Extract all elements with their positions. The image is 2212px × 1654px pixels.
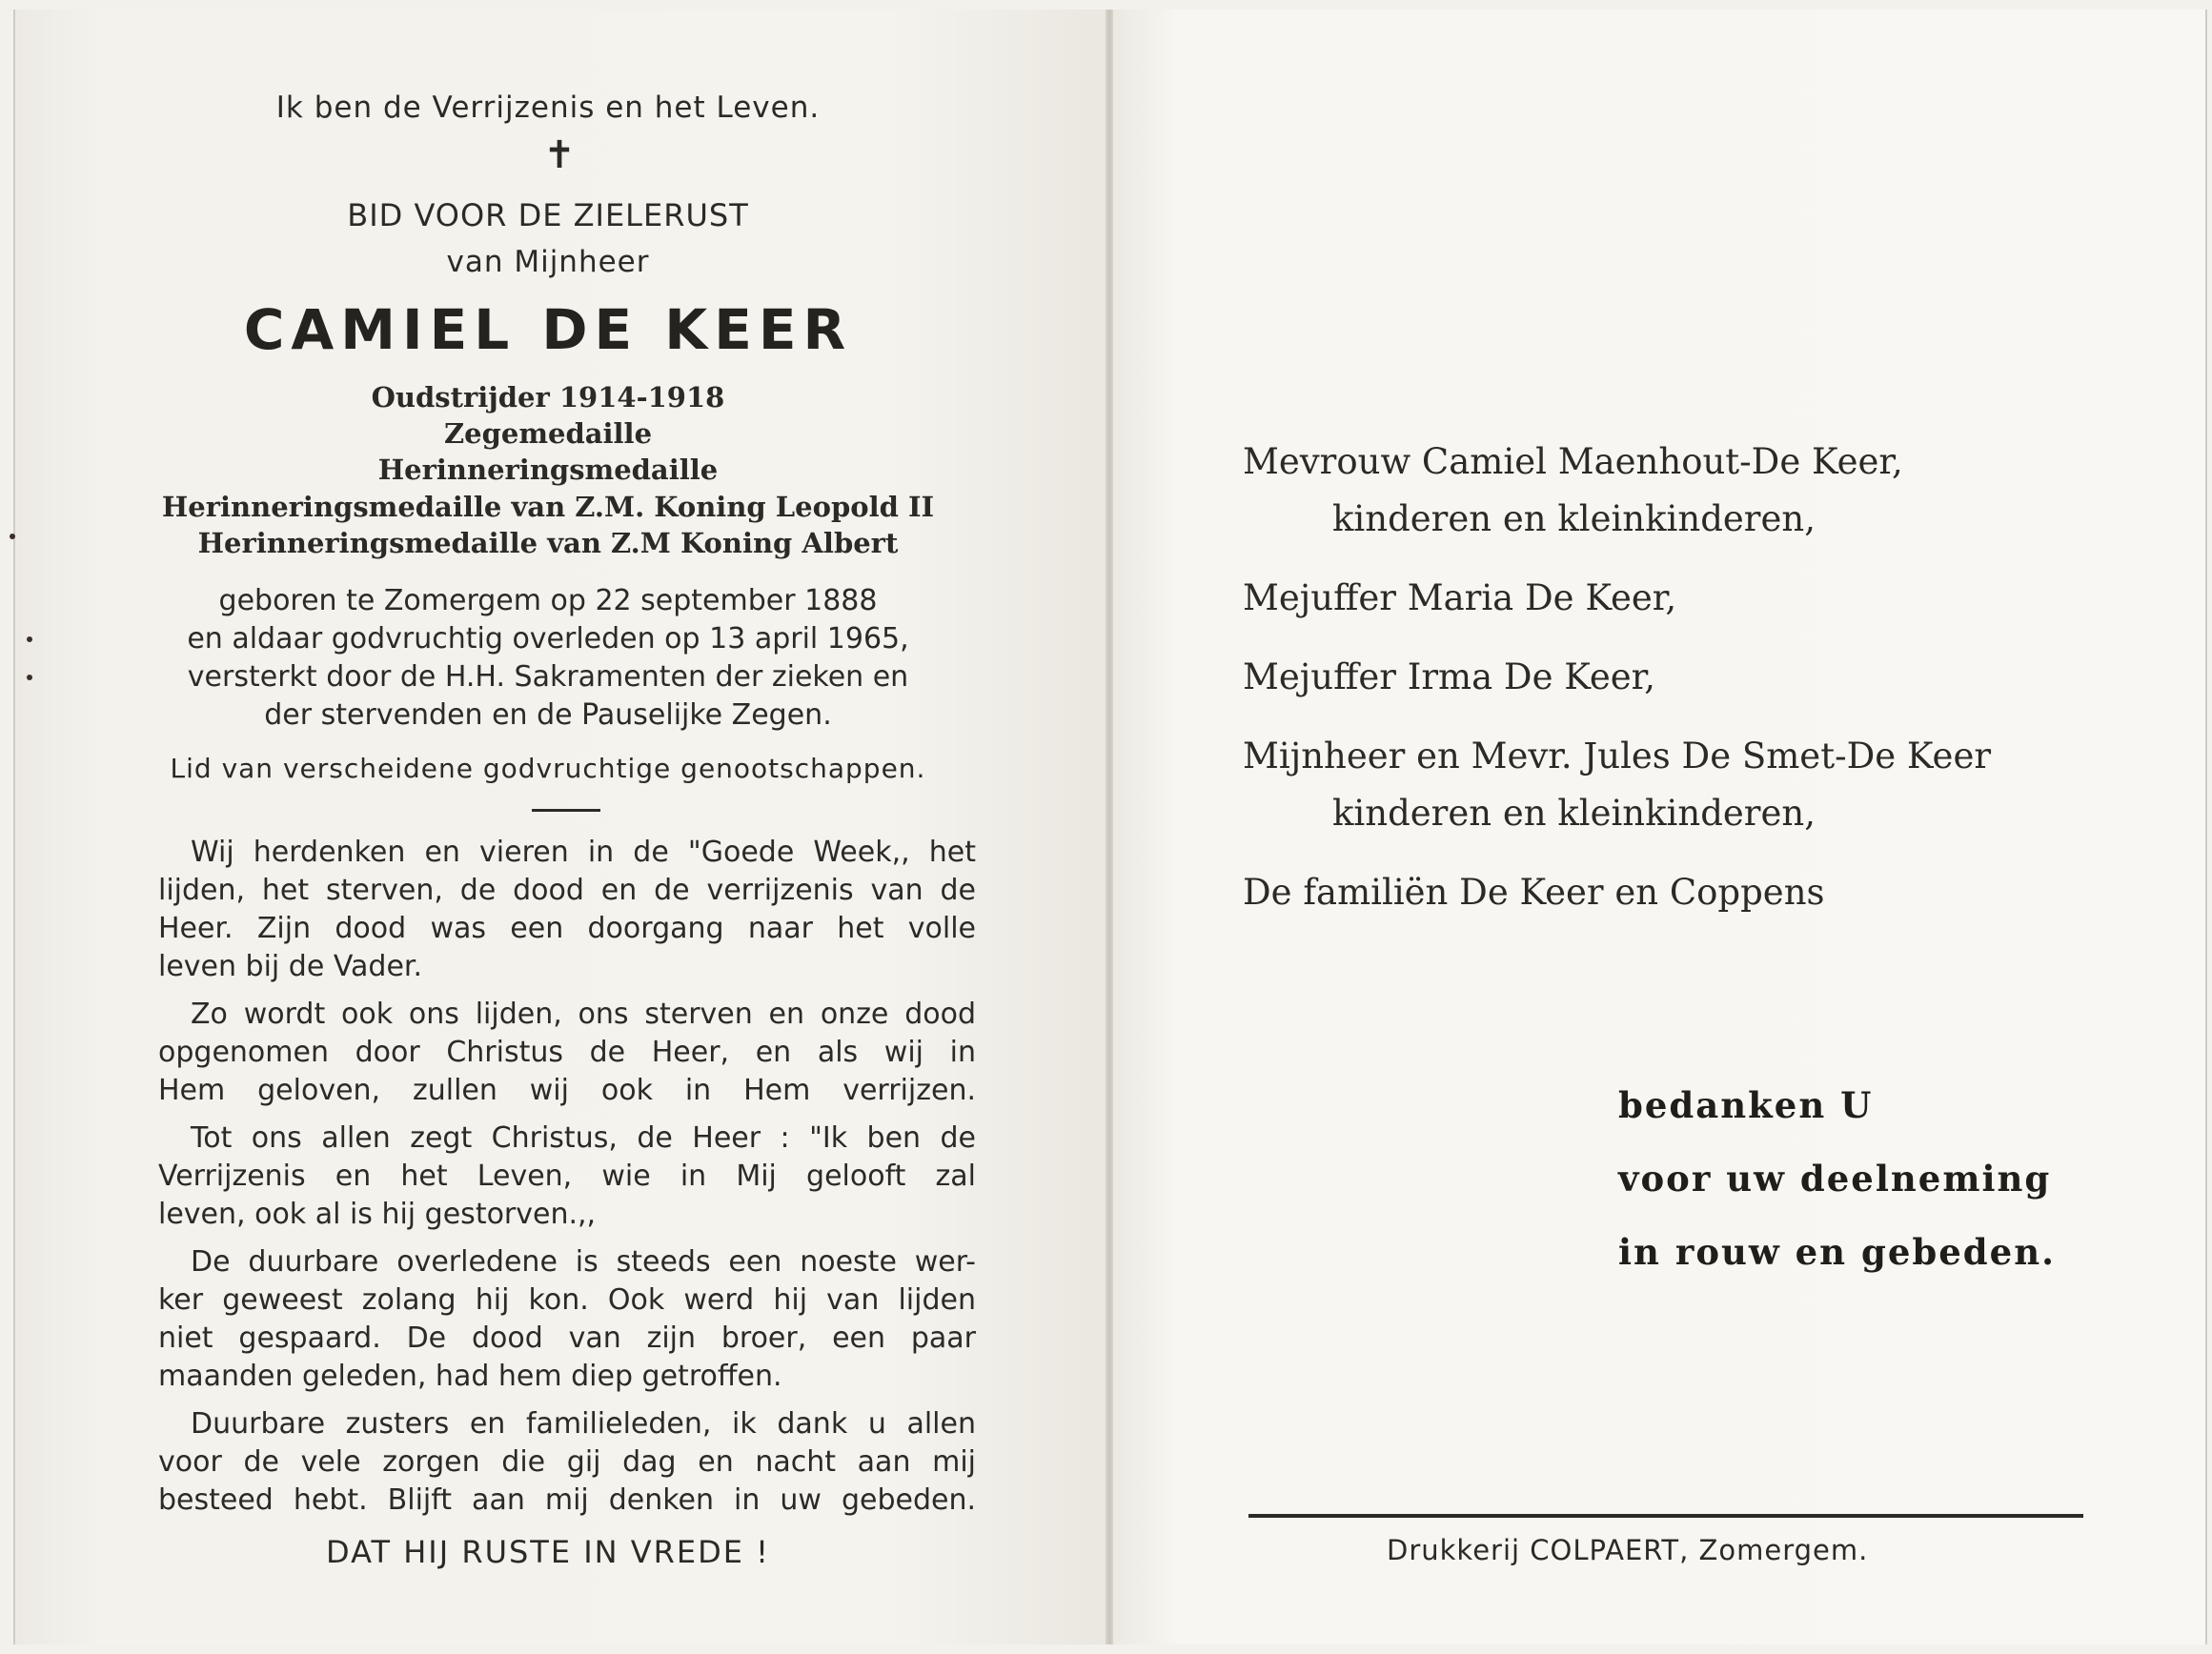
paragraph-line: niet gespaard. De dood van zijn broer, een paar <box>158 1321 976 1355</box>
family-line: Mejuffer Maria De Keer, <box>1243 577 1677 618</box>
paragraph-line: Wij herdenken en vieren in de "Goede Week,, het <box>191 836 976 869</box>
biography-line: en aldaar godvruchtig overleden op 13 april 1965, <box>187 622 909 656</box>
honor-line: Herinneringsmedaille van Z.M Koning Albert <box>197 527 899 559</box>
paragraph-line: besteed hebt. Blijft aan mij denken in uw gebeden. <box>158 1483 976 1517</box>
paragraph-line: De duurbare overledene is steeds een noeste wer- <box>191 1245 976 1279</box>
motto: Ik ben de Verrijzenis en het Leven. <box>275 91 821 125</box>
paragraph-line: maanden geleden, had hem diep getroffen. <box>158 1360 782 1393</box>
paragraph-line: ker geweest zolang hij kon. Ook werd hij van lijden <box>158 1283 976 1317</box>
paragraph-line: Duurbare zusters en familieleden, ik dank u allen <box>191 1407 976 1441</box>
prayer-subheading: van Mijnheer <box>446 245 650 279</box>
printer-rule <box>1248 1514 2083 1518</box>
biography-line: der stervenden en de Pauselijke Zegen. <box>264 698 832 732</box>
thanks-line: in rouw en gebeden. <box>1618 1231 2056 1273</box>
paragraph-line: leven, ook al is hij gestorven.,, <box>158 1198 597 1231</box>
family-line: kinderen en kleinkinderen, <box>1332 498 1816 539</box>
honor-line: Oudstrijder 1914-1918 <box>371 381 725 414</box>
paragraph-line: voor de vele zorgen die gij dag en nacht aan mij <box>158 1445 976 1479</box>
membership-line: Lid van verscheidene godvruchtige genootschappen. <box>170 753 926 784</box>
thanks-line: voor uw deelneming <box>1618 1158 2052 1200</box>
biography-line: geboren te Zomergem op 22 september 1888 <box>218 584 878 617</box>
family-line: kinderen en kleinkinderen, <box>1332 793 1816 834</box>
honor-line: Herinneringsmedaille van Z.M. Koning Leopold II <box>161 491 935 523</box>
paragraph-line: Zo wordt ook ons lijden, ons sterven en onze dood <box>191 998 976 1031</box>
printer-credit: Drukkerij COLPAERT, Zomergem. <box>1387 1534 1869 1566</box>
deceased-name: CAMIEL DE KEER <box>243 297 853 362</box>
honor-line: Herinneringsmedaille <box>377 454 719 486</box>
paragraph-line: Tot ons allen zegt Christus, de Heer : "Ik ben de <box>191 1121 976 1155</box>
family-line: Mijnheer en Mevr. Jules De Smet-De Keer <box>1243 736 1992 777</box>
biography-line: versterkt door de H.H. Sakramenten der zieken en <box>187 660 909 694</box>
family-line: Mevrouw Camiel Maenhout-De Keer, <box>1243 441 1903 482</box>
paragraph-line: Heer. Zijn dood was een doorgang naar het volle <box>158 912 976 945</box>
paragraph-line: Hem geloven, zullen wij ook in Hem verrijzen. <box>158 1074 976 1107</box>
paragraph-line: leven bij de Vader. <box>158 950 423 983</box>
paragraph-line: Verrijzenis en het Leven, wie in Mij gelooft zal <box>158 1160 976 1193</box>
cross-icon: ✝ <box>543 133 576 177</box>
prayer-heading: BID VOOR DE ZIELERUST <box>347 197 749 233</box>
closing-line: DAT HIJ RUSTE IN VREDE ! <box>326 1534 770 1570</box>
section-divider <box>532 809 600 812</box>
paragraph-line: opgenomen door Christus de Heer, en als wij in <box>158 1036 976 1069</box>
honor-line: Zegemedaille <box>443 417 653 450</box>
family-line: De familiën De Keer en Coppens <box>1243 872 1825 913</box>
paragraph-line: lijden, het sterven, de dood en de verrijzenis van de <box>158 874 976 907</box>
thanks-line: bedanken U <box>1618 1084 1874 1126</box>
family-line: Mejuffer Irma De Keer, <box>1243 656 1656 697</box>
